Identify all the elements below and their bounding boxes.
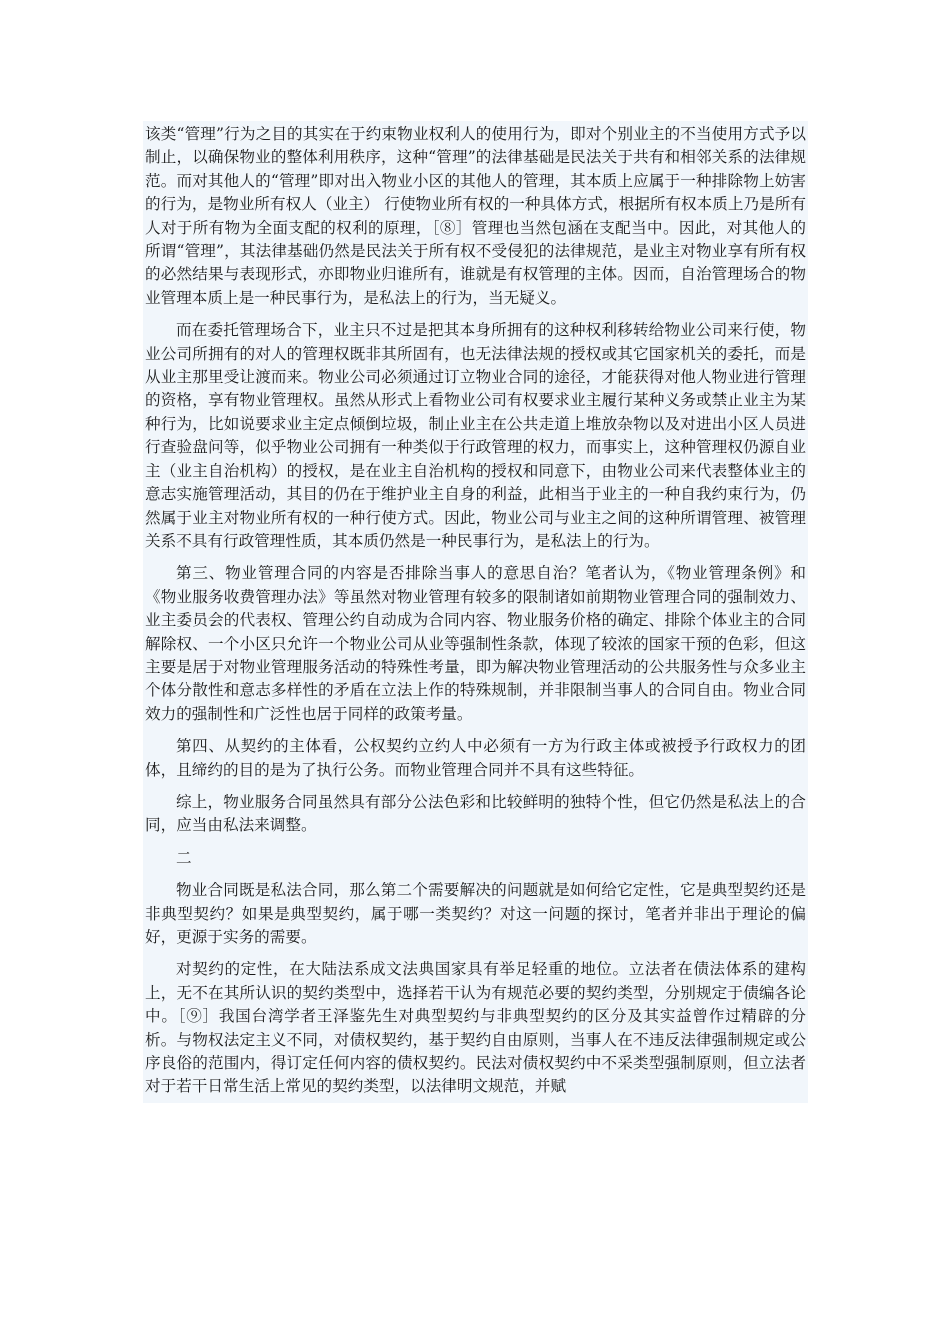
paragraph-5: 综上，物业服务合同虽然具有部分公法色彩和比较鲜明的独特个性，但它仍然是私法上的合同，应当由私法来调整。 — [145, 792, 806, 835]
section-heading: 二 — [176, 848, 192, 867]
paragraph-7: 对契约的定性，在大陆法系成文法典国家具有举足轻重的地位。立法者在债法体系的建构上，无不在其所认识的契约类型中，选择若干认为有规范必要的契约类型，分别规定于债编各论中。［⑨］我国台湾学者王泽鉴先生对典型契约与非典型契约的区分及其实益曾作过精辟的分析。与物权法定主义不同，对债权契约，基于契约自由原则，当事人在不违反法律强制规定或公序良俗的范围内，得订定任何内容的债权契约。民法对债权契约中不采类型强制原则，但立法者对于若干日常生活上常见的契约类型，以法律明文规范，并赋 — [145, 960, 806, 1096]
paragraph-2: 而在委托管理场合下，业主只不过是把其本身所拥有的这种权利移转给物业公司来行使，物业公司所拥有的对人的管理权既非其所固有，也无法律法规的授权或其它国家机关的委托，而是从业主那里受让渡而来。物业公司必须通过订立物业合同的途径，才能获得对他人物业进行管理的资格，享有物业管理权。虽然从形式上看物业公司有权要求业主履行某种义务或禁止业主为某种行为，比如说要求业主定点倾倒垃圾，制止业主在公共走道上堆放杂物以及对进出小区人员进行查验盘问等，似乎物业公司拥有一种类似于行政管理的权力，而事实上，这种管理权仍源自业主（业主自治机构）的授权，是在业主自治机构的授权和同意下，由物业公司来代表整体业主的意志实施管理活动，其目的仍在于维护业主自身的利益，此相当于业主的一种自我约束行为，仍然属于业主对物业所有权的一种行使方式。因此，物业公司与业主之间的这种所谓管理、被管理关系不具有行政管理性质，其本质仍然是一种民事行为，是私法上的行为。 — [145, 321, 806, 550]
paragraph-3: 第三、物业管理合同的内容是否排除当事人的意思自治？笔者认为，《物业管理条例》和《物业服务收费管理办法》等虽然对物业管理有较多的限制诸如前期物业管理合同的强制效力、业主委员会的代表权、管理公约自动成为合同内容、物业服务价格的确定、排除个体业主的合同解除权、一个小区只允许一个物业公司从业等强制性条款，体现了较浓的国家干预的色彩，但这主要是居于对物业管理服务活动的特殊性考量，即为解决物业管理活动的公共服务性与众多业主个体分散性和意志多样性的矛盾在立法上作的特殊规制，并非限制当事人的合同自由。物业合同效力的强制性和广泛性也居于同样的政策考量。 — [145, 564, 806, 723]
paragraph-1: 该类“管理”行为之目的其实在于约束物业权利人的使用行为，即对个别业主的不当使用方式予以制止，以确保物业的整体利用秩序，这种“管理”的法律基础是民法关于共有和相邻关系的法律规范。而对其他人的“管理”即对出入物业小区的其他人的管理，其本质上应属于一种排除物上妨害的行为，是物业所有权人（业主） 行使物业所有权的一种具体方式，根据所有权本质上乃是所有人对于所有物为全面支配的权利的原理，［⑧］管理也当然包涵在支配当中。因此，对其他人的所谓“管理”，其法律基础仍然是民法关于所有权不受侵犯的法律规范，是业主对物业享有所有权的必然结果与表现形式，亦即物业归谁所有，谁就是有权管理的主体。因而，自治管理场合的物业管理本质上是一种民事行为，是私法上的行为，当无疑义。 — [145, 125, 806, 307]
document-body — [143, 121, 808, 1103]
paragraph-4: 第四、从契约的主体看，公权契约立约人中必须有一方为行政主体或被授予行政权力的团体，且缔约的目的是为了执行公务。而物业管理合同并不具有这些特征。 — [145, 737, 806, 779]
paragraph-6: 物业合同既是私法合同，那么第二个需要解决的问题就是如何给它定性，它是典型契约还是非典型契约？如果是典型契约，属于哪一类契约？对这一问题的探讨，笔者并非出于理论的偏好，更源于实务的需要。 — [145, 881, 806, 946]
